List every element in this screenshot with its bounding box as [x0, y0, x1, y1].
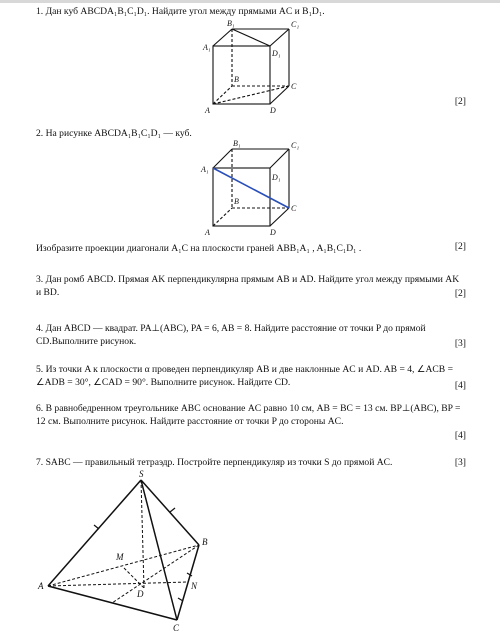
tick-sa [94, 525, 99, 529]
problem-6-text: 6. В равнобедренном треугольнике ABC основание AC равно 10 см, AB = BC = 13 см. BP⊥(ABC), BP = 12 см. Выполните рисунок. Найдите расстояние от точки P до стороны AC. [36, 403, 461, 427]
problem-3-text: 3. Дан ромб ABCD. Прямая AK перпендикулярна прямым AB и AD. Найдите угол между прямыми AK и BD. [36, 274, 460, 298]
cube1-label-c: C [291, 82, 297, 91]
edge-sa [48, 480, 141, 586]
tetra-label-c: C [173, 623, 180, 633]
cube1-label-d1: D₁ [272, 49, 281, 58]
problem-5-text: 5. Из точки A к плоскости α проведен перпендикуляр AB и две наклонные AC и AD. AB = 4, ∠ACB = ∠ADB = 30°, ∠CAD = 90°. Выполните рисунок. Найдите CD. [36, 364, 453, 388]
problem-7-points: [3] [454, 457, 466, 468]
median-b [112, 545, 199, 603]
cube1-label-c1: C₁ [291, 20, 300, 29]
tetra-label-a: A [38, 581, 44, 591]
tetra-label-d: D [137, 589, 144, 599]
height-sd [141, 480, 144, 588]
cube1-label-b1: B₁ [227, 19, 235, 28]
cube2-label-d: D [270, 228, 276, 237]
cube1-label-d: D [270, 106, 276, 115]
tetra-label-n: N [191, 581, 198, 591]
edge-ab-hidden [48, 545, 199, 586]
problem-5-points: [4] [454, 380, 466, 391]
tetra-label-s: S [139, 470, 144, 479]
problem-6-points: [4] [454, 430, 466, 441]
problem-7-text: 7. SABC — правильный тетраэдр. Постройте перпендикуляр из точки S до прямой AC. [36, 457, 393, 468]
problem-3-points: [2] [454, 288, 466, 299]
cube1-label-a1: A₁ [203, 43, 211, 52]
tick-sb [170, 508, 175, 512]
cube2-label-c1: C₁ [291, 141, 300, 150]
cube1-label-b: B [234, 75, 239, 84]
cube2-label-c: C [291, 204, 297, 213]
problem-2-points: [2] [454, 241, 466, 252]
tetrahedron-figure [36, 470, 226, 640]
cube2-label-b: B [234, 197, 239, 206]
problem-1-text: 1. Дан куб ABCDA₁B₁C₁D₁. Найдите угол между прямыми AC и B₁D₁. [36, 6, 325, 17]
cube-figure-2 [195, 138, 310, 242]
problem-2-text: 2. На рисунке ABCDA₁B₁C₁D₁ — куб. [36, 128, 192, 139]
problem-2-text-2: Изобразите проекции диагонали A₁C на плоскости граней ABB₁A₁ , A₁B₁C₁D₁ . [36, 243, 362, 254]
top-edge [0, 0, 500, 3]
tetra-label-b: B [202, 537, 208, 547]
problem-4-text: 4. Дан ABCD — квадрат. PA⊥(ABC), PA = 6, AB = 8. Найдите расстояние от точки P до прямой CD.Выполните рисунок. [36, 323, 426, 347]
problem-4-points: [3] [454, 338, 466, 349]
problem-1-points: [2] [454, 96, 466, 107]
cube1-label-a: A [205, 106, 210, 115]
cube2-label-b1: B₁ [233, 139, 241, 148]
cube2-label-a1: A₁ [201, 165, 209, 174]
cube2-label-d1: D₁ [272, 173, 281, 182]
cube-figure-1 [195, 16, 310, 120]
tetra-label-m: M [116, 552, 124, 562]
edge-ac [48, 586, 177, 620]
cube2-label-a: A [205, 228, 210, 237]
